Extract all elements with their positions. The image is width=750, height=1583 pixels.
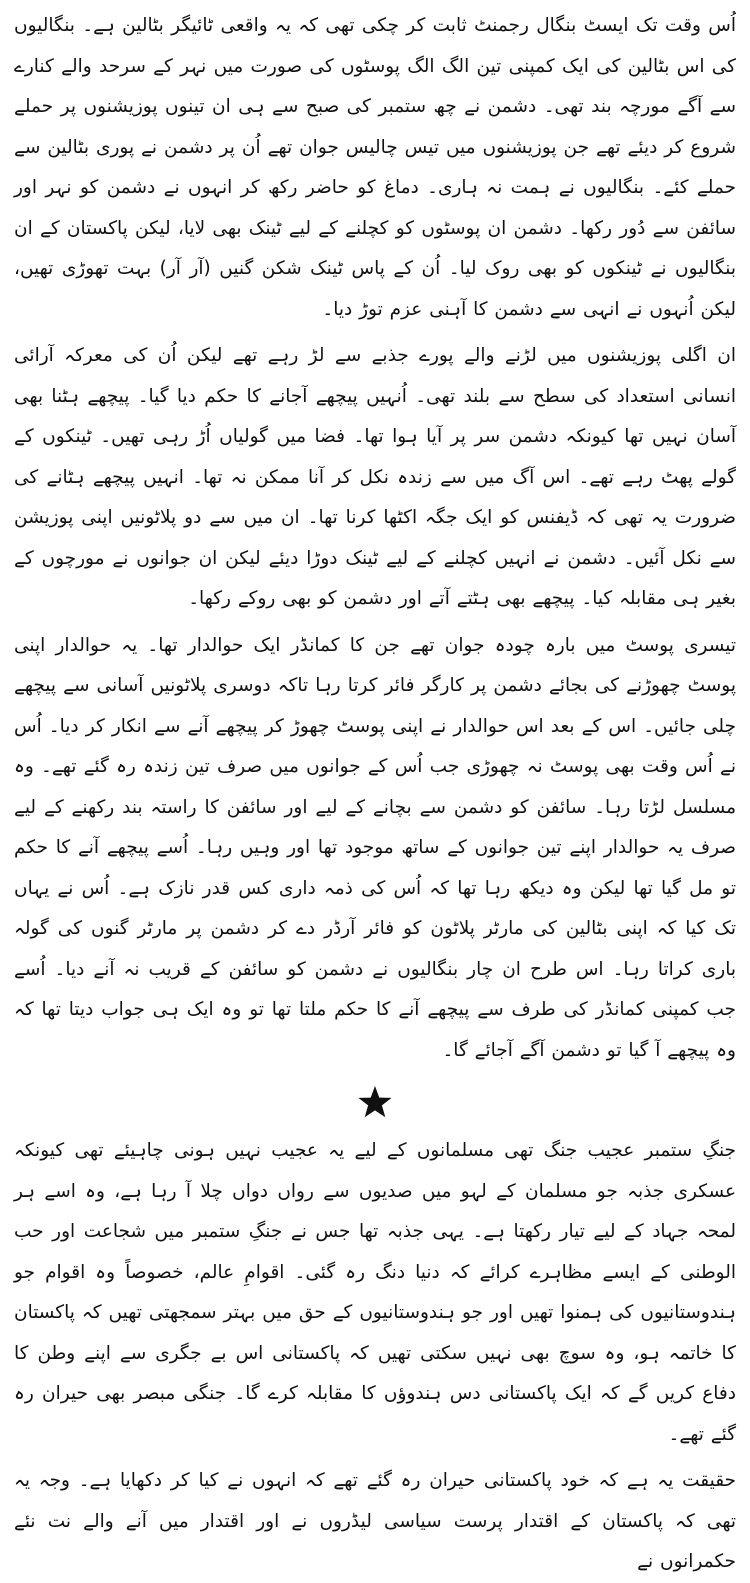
section-separator-star-icon bbox=[14, 1085, 736, 1119]
paragraph-east-bengal-regiment: اُس وقت تک ایسٹ بنگال رجمنٹ ثابت کر چکی تھی کہ یہ واقعی ٹائیگر بٹالین ہے۔ بنگالیوں کی اس بٹالین کی ایک کمپنی تین الگ الگ پوسٹوں کی صورت میں نہر کے سرحد والے کنارے سے آگے مورچہ بند تھی۔ دشمن نے چھ ستمبر کی صبح سے ہی ان تینوں پوزیشنوں پر حملے شروع کر دیئے تھے جن پوزیشنوں میں تیس چالیس جوان تھے اُن پر دشمن نے پوری بٹالین سے حملے کئے۔ بنگالیوں نے ہمت نہ ہاری۔ دماغ کو حاضر رکھ کر انہوں نے دشمن کو نہر اور سائفن سے دُور رکھا۔ دشمن ان پوسٹوں کو کچلنے کے لیے ٹینک بھی لایا، لیکن پاکستان کے ان بنگالیوں نے ٹینکوں کو بھی روک لیا۔ اُن کے پاس ٹینک شکن گنیں (آر آر) بہت تھوڑی تھیں، لیکن اُنہوں نے انہی سے دشمن کا آہنی عزم توڑ دیا۔ bbox=[14, 15, 736, 320]
paragraph-forward-positions: ان اگلی پوزیشنوں میں لڑنے والے پورے جذبے سے لڑ رہے تھے لیکن اُن کی معرکہ آرائی انسانی استعداد کی سطح سے بلند تھی۔ اُنہیں پیچھے آجانے کا حکم دیا گیا۔ پیچھے ہٹنا بھی آسان نہیں تھا کیونکہ دشمن سر پر آیا ہوا تھا۔ فضا میں گولیاں اُڑ رہی تھیں۔ ٹینکوں کے گولے پھٹ رہے تھے۔ اس آگ میں سے زندہ نکل کر آنا ممکن نہ تھا۔ انہیں پیچھے ہٹانے کی ضرورت یہ تھی کہ ڈیفنس کو ایک جگہ اکٹھا کرنا تھا۔ ان میں سے دو پلاٹونیں اپنی پوزیشن سے نکل آئیں۔ دشمن نے انہیں کچلنے کے لیے ٹینک دوڑا دیئے لیکن ان جوانوں نے مورچوں کے بغیر ہی مقابلہ کیا۔ پیچھے بھی ہٹتے آتے اور دشمن کو بھی روکے رکھا۔ bbox=[14, 345, 736, 609]
paragraph-third-post-havildar: تیسری پوسٹ میں بارہ چودہ جوان تھے جن کا کمانڈر ایک حوالدار تھا۔ یہ حوالدار اپنی پوسٹ چھوڑنے کی بجائے دشمن پر کارگر فائر کرتا رہا تاکہ دوسری پلاٹونیں آسانی سے پیچھے چلی جائیں۔ اس کے بعد اس حوالدار نے اپنی پوسٹ چھوڑ کر پیچھے آنے سے انکار کر دیا۔ اُس نے اُس وقت بھی پوسٹ نہ چھوڑی جب اُس کے جوانوں میں صرف تین زندہ رہ گئے تھے۔ وہ مسلسل لڑتا رہا۔ سائفن کو دشمن سے بچانے کے لیے اور سائفن کا راستہ بند رکھنے کے لیے صرف یہ حوالدار اپنے تین جوانوں کے ساتھ موجود تھا اور وہیں رہا۔ اُسے پیچھے آنے کا حکم تو مل گیا تھا لیکن وہ دیکھ رہا تھا کہ اُس کی ذمہ داری کس قدر نازک ہے۔ اُس نے یہاں تک کیا کہ اپنی بٹالین کی مارٹر پلاٹون کو فائر آرڈر دے کر دشمن پر مارٹر گنوں کی گولہ باری کراتا رہا۔ اس طرح ان چار بنگالیوں نے دشمن کو سائفن کے قریب نہ آنے دیا۔ اُسے جب کمپنی کمانڈر کی طرف سے پیچھے آنے کا حکم ملتا تھا تو وہ ایک ہی جواب دیتا تھا کہ وہ پیچھے آ گیا تو دشمن آگے آجائے گا۔ bbox=[14, 634, 736, 1061]
paragraph-september-war: جنگِ ستمبر عجیب جنگ تھی مسلمانوں کے لیے یہ عجیب نہیں ہونی چاہیئے تھی کیونکہ عسکری جذبہ جو مسلمان کے لہو میں صدیوں سے رواں دواں چلا آ رہا ہے، وہ اسے ہر لمحہ جہاد کے لیے تیار رکھتا ہے۔ یہی جذبہ تھا جس نے جنگِ ستمبر میں شجاعت اور حب الوطنی کے ایسے مظاہرے کرائے کہ دنیا دنگ رہ گئی۔ اقوامِ عالم، خصوصاً وہ اقوام جو ہندوستانیوں کی ہمنوا تھیں اور جو ہندوستانیوں کے حق میں بہتر سمجھتی تھیں کہ پاکستان کا خاتمہ ہو، وہ سوچ بھی نہیں سکتی تھیں کہ پاکستانی اس بے جگری سے اپنے وطن کا دفاع کریں گے کہ ایک پاکستانی دس ہندوؤں کا مقابلہ کرے گا۔ جنگی مبصر بھی حیران رہ گئے تھے۔ bbox=[14, 1140, 736, 1445]
paragraph-reality: حقیقت یہ ہے کہ خود پاکستانی حیران رہ گئے تھے کہ انہوں نے کیا کر دکھایا ہے۔ وجہ یہ تھی کہ پاکستان کے اقتدار پرست سیاسی لیڈروں نے اور اقتدار میں آنے والے نت نئے حکمرانوں نے bbox=[14, 1470, 736, 1572]
book-page bbox=[14, 6, 736, 1572]
